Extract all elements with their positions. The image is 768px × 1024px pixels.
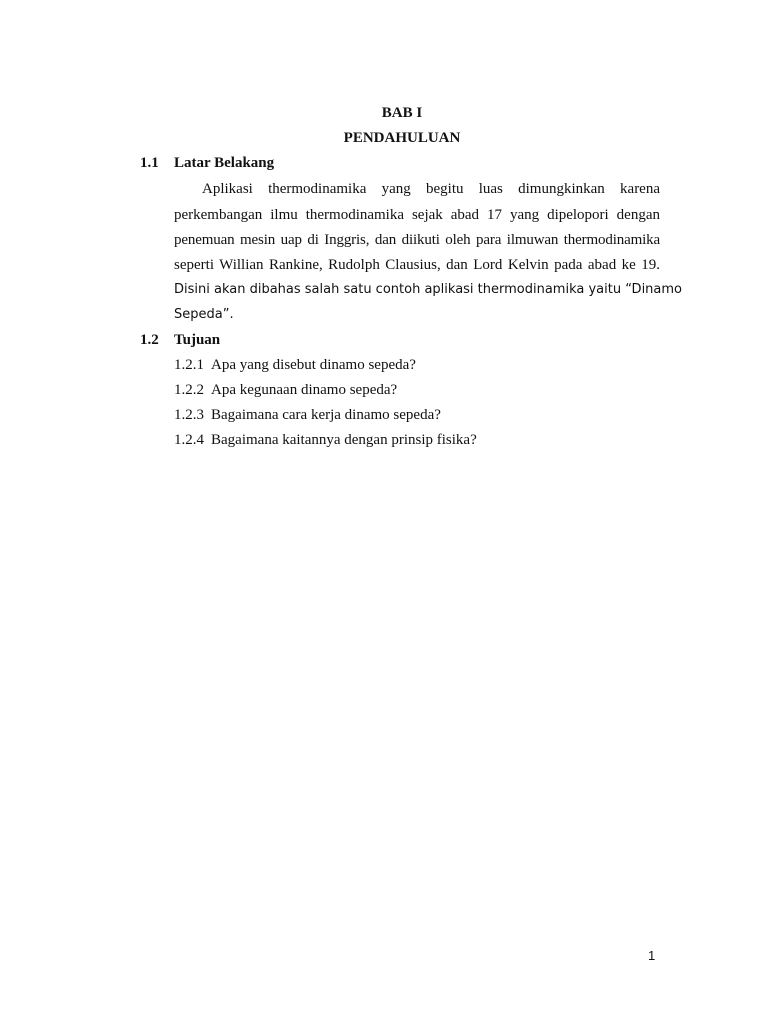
section-title-tujuan: Tujuan — [174, 332, 221, 348]
section-number-1-2: 1.2 — [140, 332, 159, 348]
paragraph-line: Sepeda”. — [174, 307, 234, 322]
chapter-title: PENDAHULUAN — [343, 130, 461, 146]
paragraph-line: perkembangan ilmu thermodinamika sejak abad 17 yang dipelopori dengan — [174, 207, 660, 223]
list-item-number: 1.2.2 — [174, 382, 204, 398]
chapter-heading: BAB I — [381, 105, 423, 121]
list-item-text: Apa kegunaan dinamo sepeda? — [211, 382, 398, 398]
paragraph-line: seperti Willian Rankine, Rudolph Clausius, dan Lord Kelvin pada abad ke 19. — [174, 257, 660, 273]
paragraph-line: Disini akan dibahas salah satu contoh aplikasi thermodinamika yaitu “Dinamo — [174, 282, 683, 297]
section-title-latar-belakang: Latar Belakang — [174, 155, 275, 171]
page-number: 1 — [648, 948, 656, 963]
list-item-number: 1.2.1 — [174, 357, 204, 373]
section-number-1-1: 1.1 — [140, 155, 159, 171]
list-item-text: Apa yang disebut dinamo sepeda? — [211, 357, 416, 373]
paragraph-line: Aplikasi thermodinamika yang begitu luas dimungkinkan karena — [202, 181, 660, 197]
list-item-number: 1.2.4 — [174, 432, 204, 448]
list-item-text: Bagaimana kaitannya dengan prinsip fisika? — [211, 432, 477, 448]
list-item-number: 1.2.3 — [174, 407, 204, 423]
list-item-text: Bagaimana cara kerja dinamo sepeda? — [211, 407, 441, 423]
paragraph-line: penemuan mesin uap di Inggris, dan diikuti oleh para ilmuwan thermodinamika — [174, 232, 660, 248]
